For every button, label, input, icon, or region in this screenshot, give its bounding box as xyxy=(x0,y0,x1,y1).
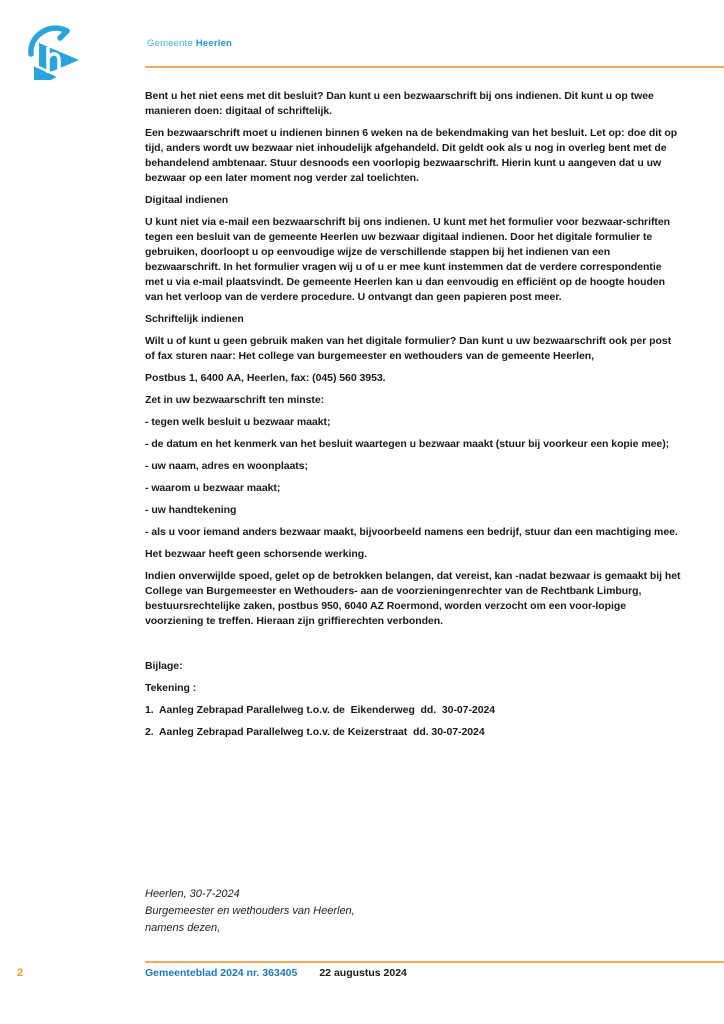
intro-paragraph: Bent u het niet eens met dit besluit? Dan kunt u een bezwaarschrift bij ons indienen. Dit kunt u op twee manieren doen: digitaal of schriftelijk. xyxy=(145,90,657,117)
postal-address: Postbus 1, 6400 AA, Heerlen, fax: (045) 560 3953. xyxy=(145,372,386,384)
document-body xyxy=(145,89,682,747)
requirement-item: - waarom u bezwaar maakt; xyxy=(145,482,281,494)
page-number: 2 xyxy=(17,967,24,979)
written-section-heading: Schriftelijk indienen xyxy=(145,313,244,325)
no-suspensive-effect-paragraph: Het bezwaar heeft geen schorsende werking. xyxy=(145,548,367,560)
signature-authority: Burgemeester en wethouders van Heerlen, xyxy=(145,905,355,917)
digital-section-heading: Digitaal indienen xyxy=(145,194,229,206)
written-section-paragraph: Wilt u of kunt u geen gebruik maken van het digitale formulier? Dan kunt u uw bezwaarschrift ook per post of fax sturen naar: Het college van burgemeester en wethouders van de gemeente Heerlen, xyxy=(145,335,675,362)
attachments-heading: Bijlage: xyxy=(145,660,183,672)
logo-text-gemeente: Gemeente xyxy=(147,38,193,49)
requirements-intro: Zet in uw bezwaarschrift ten minste: xyxy=(145,394,325,406)
requirement-item: - de datum en het kenmerk van het besluit waartegen u bezwaar maakt (stuur bij voorkeur een kopie mee); xyxy=(145,438,670,450)
signature-block xyxy=(145,886,355,937)
attachment-item: 1. Aanleg Zebrapad Parallelweg t.o.v. de Eikenderweg dd. 30-07-2024 xyxy=(145,704,496,716)
requirement-item: - als u voor iemand anders bezwaar maakt, bijvoorbeeld namens een bedrijf, stuur dan een machtiging mee. xyxy=(145,526,678,538)
header-rule xyxy=(145,66,724,68)
footer-rule xyxy=(145,961,724,963)
heerlen-logo-icon xyxy=(26,18,82,80)
requirement-item: - tegen welk besluit u bezwaar maakt; xyxy=(145,416,331,428)
requirement-item: - uw handtekening xyxy=(145,504,237,516)
publication-reference: Gemeenteblad 2024 nr. 363405 xyxy=(145,967,298,979)
logo-text-heerlen: Heerlen xyxy=(195,38,233,49)
footer-meta xyxy=(145,967,407,979)
signature-place-date: Heerlen, 30-7-2024 xyxy=(145,888,240,900)
digital-section-paragraph: U kunt niet via e-mail een bezwaarschrift bij ons indienen. U kunt met het formulier voor bezwaar-schriften tegen een besluit van de gemeente Heerlen uw bezwaar digitaal indienen. Door het digitale formulier te gebruiken, doorloopt u op eenvoudige wijze de verschillende stappen bij het indienen van een bezwaarschrift. In het formulier vragen wij u of u er mee kunt instemmen dat de verdere correspondentie met u via e-mail plaatsvindt. De gemeente Heerlen kan u dan eenvoudig en efficiënt op de hoogte houden van het verloop van de verdere procedure. U ontvangt dan geen papieren post meer. xyxy=(145,216,673,303)
signature-on-behalf: namens dezen, xyxy=(145,922,221,934)
publication-date: 22 augustus 2024 xyxy=(319,967,407,979)
urgent-provision-paragraph: Indien onverwijlde spoed, gelet op de betrokken belangen, dat vereist, kan -nadat bezwaar is gemaakt bij het College van Burgemeester en Wethouders- aan de voorzieningenrechter van de Rechtbank Limburg, bestuursrechtelijke zaken, postbus 950, 6040 AZ Roermond, worden verzocht om een voor-lopige voorziening te treffen. Hieraan zijn griffierechten verbonden. xyxy=(145,570,684,627)
requirement-item: - uw naam, adres en woonplaats; xyxy=(145,460,308,472)
logo-wordmark xyxy=(147,38,232,49)
attachment-item: 2. Aanleg Zebrapad Parallelweg t.o.v. de Keizerstraat dd. 30-07-2024 xyxy=(145,726,485,738)
deadline-paragraph: Een bezwaarschrift moet u indienen binnen 6 weken na de bekendmaking van het besluit. Let op: doe dit op tijd, anders wordt uw bezwaar niet inhoudelijk afgehandeld. Dit geldt ook als u nog in overleg bent met de behandelend ambtenaar. Stuur desnoods een voorlopig bezwaarschrift. Hierin kunt u aangeven dat u uw bezwaar op een later moment nog verder zal toelichten. xyxy=(145,127,681,184)
attachments-subheading: Tekening : xyxy=(145,682,197,694)
